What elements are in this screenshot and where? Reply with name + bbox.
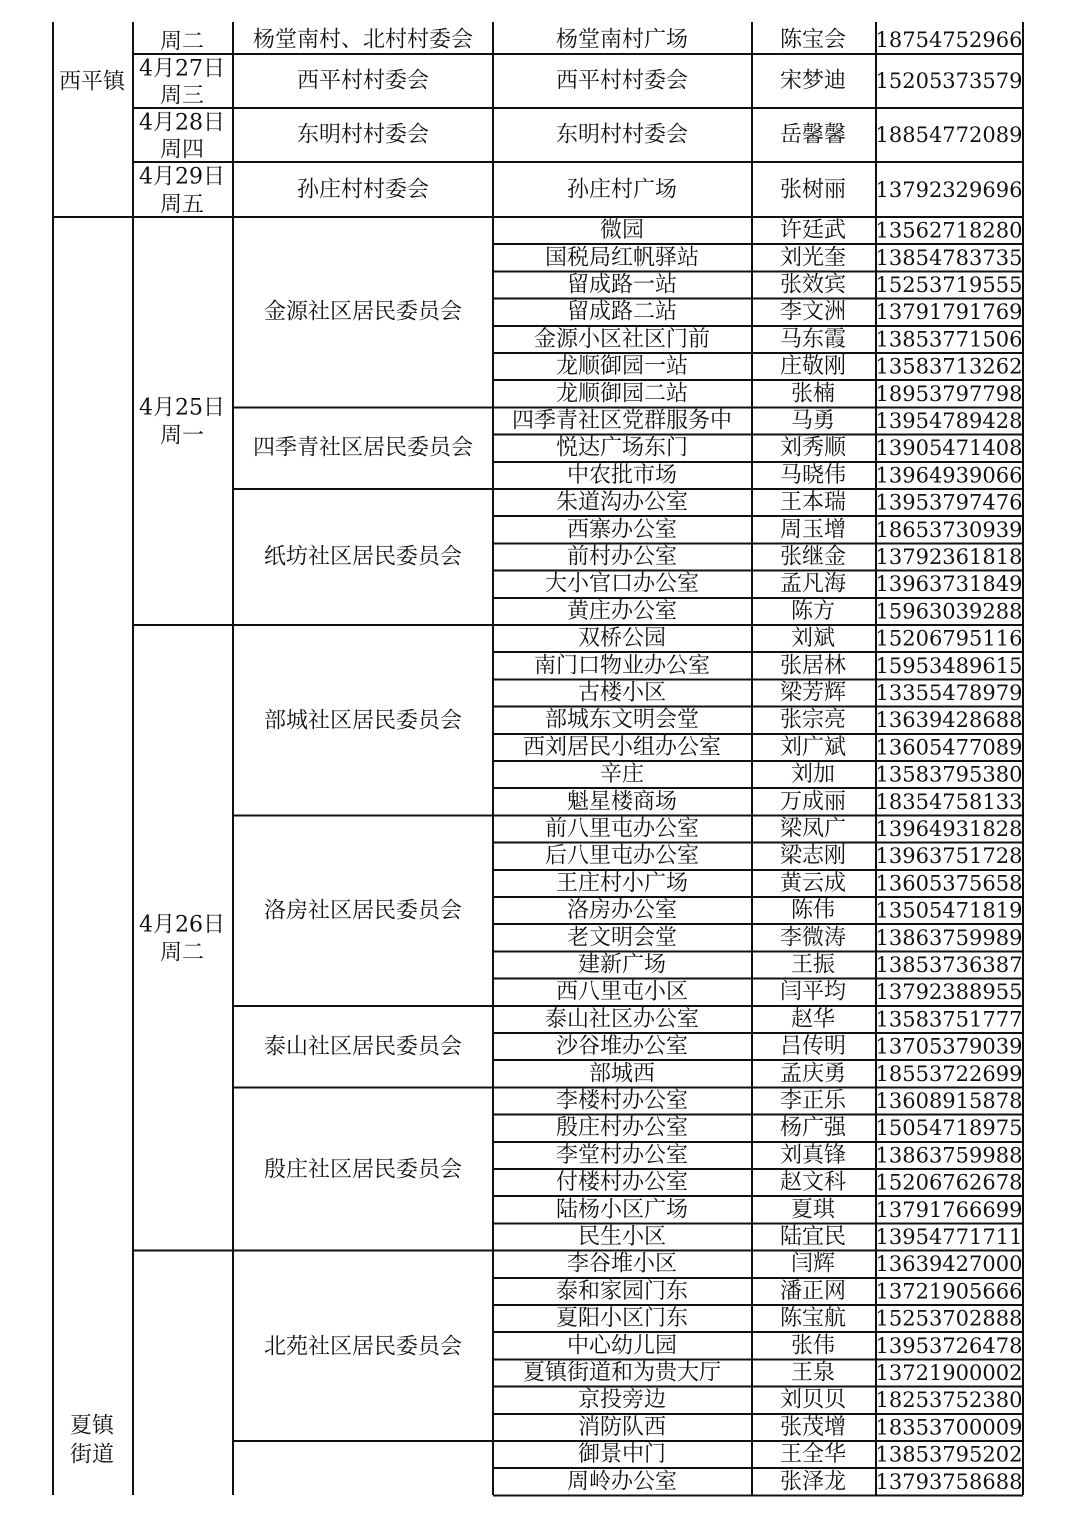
table-row xyxy=(578,626,1023,651)
town-name: 夏镇 xyxy=(69,1413,115,1439)
phone-cell: 15054718975 xyxy=(875,1116,1023,1141)
site-cell: 后八里屯办公室 xyxy=(544,843,700,869)
committee-cell: 孙庄村村委会 xyxy=(296,177,430,203)
phone-cell: 13853771506 xyxy=(875,327,1023,352)
contact-cell: 刘真锋 xyxy=(779,1142,847,1168)
table-row xyxy=(556,871,1023,896)
site-cell: 西平村村委会 xyxy=(555,68,689,94)
committee-cell: 金源社区居民委员会 xyxy=(263,299,463,325)
site-cell: 民生小区 xyxy=(577,1224,667,1250)
contact-cell: 马东霞 xyxy=(779,326,847,352)
site-cell: 国税局红帆驿站 xyxy=(544,245,700,271)
weekday-cell: 周三 xyxy=(159,83,205,109)
table-row xyxy=(578,1225,1023,1250)
table-row xyxy=(578,681,1023,706)
contact-cell: 周玉增 xyxy=(779,517,847,543)
date-cell: 4月26日 xyxy=(139,912,225,938)
site-cell: 夏阳小区门东 xyxy=(555,1306,689,1332)
site-cell: 南门口物业办公室 xyxy=(533,653,711,679)
site-cell: 王庄村小广场 xyxy=(555,870,689,896)
xiazhen-spanning-cells xyxy=(70,300,473,1468)
site-cell: 四季青社区党群服务中 xyxy=(511,408,733,434)
table-row xyxy=(567,1333,1023,1358)
site-cell: 大小官口办公室 xyxy=(544,571,700,597)
phone-cell: 13721905666 xyxy=(875,1279,1023,1304)
contact-cell: 梁芳辉 xyxy=(779,680,847,706)
phone-cell: 13791791769 xyxy=(875,300,1023,325)
site-cell: 京投旁边 xyxy=(577,1387,667,1413)
committee-cell: 西平村村委会 xyxy=(296,68,430,94)
table-row xyxy=(512,409,1023,434)
site-cell: 部城东文明会堂 xyxy=(544,707,700,733)
phone-cell: 18353700009 xyxy=(875,1415,1023,1440)
contact-cell: 王振 xyxy=(790,952,836,978)
phone-cell: 13905471408 xyxy=(875,436,1023,461)
phone-cell: 13639428688 xyxy=(875,708,1023,733)
phone-cell: 13963751728 xyxy=(875,844,1023,869)
contact-cell: 王泉 xyxy=(790,1360,836,1386)
table-row xyxy=(556,1089,1023,1114)
phone-cell: 13953797476 xyxy=(875,490,1023,515)
contact-cell: 闫辉 xyxy=(790,1251,836,1277)
phone-cell: 15206762678 xyxy=(875,1170,1023,1195)
site-cell: 东明村村委会 xyxy=(555,122,689,148)
contact-cell: 吕传明 xyxy=(779,1034,847,1060)
town-name: 西平镇 xyxy=(58,69,126,95)
contact-cell: 张宗亮 xyxy=(779,707,847,733)
contact-cell: 刘贝贝 xyxy=(779,1387,847,1413)
table-row xyxy=(545,572,1023,597)
site-cell: 孙庄村广场 xyxy=(566,177,678,203)
site-cell: 中心幼儿园 xyxy=(566,1333,678,1359)
table-row xyxy=(589,1061,1023,1086)
site-cell: 前村办公室 xyxy=(566,544,678,570)
site-cell: 建新广场 xyxy=(577,952,667,978)
site-cell: 中农批市场 xyxy=(566,462,678,488)
date-cell: 4月29日 xyxy=(139,164,225,190)
contact-cell: 万成丽 xyxy=(779,789,847,815)
town-name: 街道 xyxy=(69,1442,115,1468)
site-cell: 朱道沟办公室 xyxy=(555,490,689,516)
table-row xyxy=(556,1170,1023,1195)
phone-cell: 13853736387 xyxy=(875,953,1023,977)
contact-cell: 杨广强 xyxy=(779,1115,847,1141)
site-cell: 留成路一站 xyxy=(566,272,678,298)
site-cell: 周岭办公室 xyxy=(566,1469,678,1495)
committee-cell: 东明村村委会 xyxy=(296,122,430,148)
committee-cell: 四季青社区居民委员会 xyxy=(252,435,474,461)
table-row xyxy=(578,1388,1023,1413)
table-row xyxy=(523,735,1023,760)
committee-cell: 杨堂南村、北村村委会 xyxy=(252,27,474,53)
phone-cell: 13705379039 xyxy=(875,1034,1023,1059)
weekday-cell: 周四 xyxy=(159,137,205,163)
phone-cell: 13605375658 xyxy=(875,871,1023,896)
site-cell: 杨堂南村广场 xyxy=(555,27,689,53)
contact-cell: 黄云成 xyxy=(779,870,847,896)
site-cell: 李楼村办公室 xyxy=(555,1088,689,1114)
contact-cell: 张茂增 xyxy=(779,1414,847,1440)
site-cell: 西刘居民小组办公室 xyxy=(522,734,722,760)
phone-cell: 13792361818 xyxy=(875,545,1023,569)
contact-cell: 赵文科 xyxy=(779,1170,847,1196)
phone-cell: 13792388955 xyxy=(875,980,1023,1005)
committee-cell: 北苑社区居民委员会 xyxy=(263,1334,463,1360)
phone-cell: 18653730939 xyxy=(875,517,1023,542)
phone-cell: 18854772089 xyxy=(875,123,1023,147)
contact-cell: 张树丽 xyxy=(779,177,847,203)
contact-cell: 夏琪 xyxy=(790,1197,836,1223)
phone-cell: 18253752380 xyxy=(875,1388,1023,1413)
site-cell: 双桥公园 xyxy=(577,626,667,652)
weekday-cell: 周二 xyxy=(159,940,205,966)
table-row xyxy=(578,1442,1023,1467)
site-cell: 龙顺御园一站 xyxy=(555,354,689,380)
table-row xyxy=(523,1361,1023,1386)
table-row xyxy=(545,844,1023,869)
contact-cell: 岳馨馨 xyxy=(779,122,847,148)
contact-cell: 李正乐 xyxy=(779,1088,847,1114)
phone-cell: 13792329696 xyxy=(875,178,1023,202)
site-cell: 夏镇街道和为贵大厅 xyxy=(522,1360,722,1386)
phone-cell: 13853795202 xyxy=(875,1442,1023,1467)
phone-cell: 13721900002 xyxy=(875,1361,1023,1385)
table-row xyxy=(600,762,1023,787)
committee-cell: 纸坊社区居民委员会 xyxy=(263,544,463,570)
table-row xyxy=(545,817,1023,842)
phone-cell: 13562718280 xyxy=(875,218,1023,243)
site-cell: 魁星楼商场 xyxy=(566,789,678,815)
table-row xyxy=(567,1469,1023,1494)
weekday-cell: 周一 xyxy=(159,423,205,449)
contact-cell: 孟庆勇 xyxy=(779,1061,847,1087)
table-row xyxy=(567,925,1023,950)
contact-cell: 闫平均 xyxy=(779,979,847,1005)
phone-cell: 13583713262 xyxy=(875,354,1023,379)
table-row xyxy=(567,1252,1023,1277)
phone-cell: 13639427000 xyxy=(875,1252,1023,1277)
table-row xyxy=(556,980,1023,1005)
committee-cell: 泰山社区居民委员会 xyxy=(263,1034,463,1060)
site-cell: 消防队西 xyxy=(577,1414,667,1440)
phone-cell: 13355478979 xyxy=(875,681,1023,705)
site-cell: 西八里屯小区 xyxy=(555,979,689,1005)
committee-cell: 部城社区居民委员会 xyxy=(263,708,463,734)
site-cell: 泰山社区办公室 xyxy=(544,1006,700,1032)
contact-cell: 赵华 xyxy=(790,1006,836,1032)
table-row xyxy=(567,599,1023,624)
site-cell: 留成路二站 xyxy=(566,299,678,325)
contact-cell: 张居林 xyxy=(779,653,847,679)
phone-cell: 15205373579 xyxy=(875,69,1023,93)
contact-cell: 孟凡海 xyxy=(779,571,847,597)
phone-cell: 13854783735 xyxy=(875,245,1023,270)
phone-cell: 13963731849 xyxy=(875,572,1023,597)
date-cell: 4月28日 xyxy=(139,110,225,136)
table-row xyxy=(556,381,1023,406)
contact-cell: 陆宜民 xyxy=(779,1224,847,1250)
phone-cell: 13954771711 xyxy=(875,1225,1023,1249)
phone-cell: 13964931828 xyxy=(875,817,1023,841)
xiping-town-section xyxy=(59,28,1023,218)
site-cell: 辛庄 xyxy=(599,762,645,788)
table-rows xyxy=(512,218,1023,1494)
table-row xyxy=(556,1034,1023,1059)
table-row xyxy=(600,218,1023,243)
contact-cell: 刘加 xyxy=(790,762,836,788)
phone-cell: 13964939066 xyxy=(875,463,1023,488)
contact-cell: 陈伟 xyxy=(790,898,836,924)
contact-cell: 李微涛 xyxy=(779,925,847,951)
contact-cell: 李文洲 xyxy=(779,299,847,325)
site-cell: 悦达广场东门 xyxy=(555,435,689,461)
site-cell: 微园 xyxy=(599,218,645,244)
phone-cell: 13791766699 xyxy=(875,1197,1023,1222)
site-cell: 黄庄办公室 xyxy=(566,598,678,624)
contact-cell: 王全华 xyxy=(779,1442,847,1468)
table-row xyxy=(556,1279,1023,1304)
phone-cell: 13608915878 xyxy=(875,1089,1023,1113)
site-cell: 付楼村办公室 xyxy=(555,1170,689,1196)
contact-cell: 宋梦迪 xyxy=(779,68,847,94)
weekday-cell: 周五 xyxy=(159,192,205,218)
contact-cell: 张泽龙 xyxy=(779,1469,847,1495)
contact-cell: 刘斌 xyxy=(790,626,836,652)
site-cell: 西寨办公室 xyxy=(566,517,678,543)
table-row xyxy=(545,1007,1023,1032)
phone-cell: 18354758133 xyxy=(875,789,1023,814)
weekday-cell: 周二 xyxy=(159,29,205,55)
contact-cell: 张楠 xyxy=(790,381,836,407)
site-cell: 古楼小区 xyxy=(577,680,667,706)
table-row xyxy=(556,1116,1023,1141)
contact-cell: 张效宾 xyxy=(779,272,847,298)
table-row xyxy=(578,1415,1023,1440)
phone-cell: 13793758688 xyxy=(875,1469,1023,1494)
contact-cell: 陈方 xyxy=(790,598,836,624)
table-row xyxy=(567,789,1023,814)
table-row xyxy=(567,273,1023,298)
table-row xyxy=(567,463,1023,488)
contact-cell: 刘广斌 xyxy=(779,734,847,760)
site-cell: 老文明会堂 xyxy=(566,925,678,951)
table-row xyxy=(556,354,1023,379)
site-cell: 李谷堆小区 xyxy=(566,1251,678,1277)
site-cell: 御景中门 xyxy=(577,1442,667,1468)
contact-cell: 马勇 xyxy=(790,408,836,434)
contact-cell: 潘正网 xyxy=(779,1278,847,1304)
phone-cell: 13505471819 xyxy=(875,898,1023,923)
phone-cell: 13583751777 xyxy=(875,1007,1023,1032)
site-cell: 龙顺御园二站 xyxy=(555,381,689,407)
phone-cell: 15953489615 xyxy=(875,653,1023,678)
table-row xyxy=(556,1197,1023,1222)
contact-cell: 刘光奎 xyxy=(779,245,847,271)
site-cell: 殷庄村办公室 xyxy=(555,1115,689,1141)
table-row xyxy=(578,953,1023,978)
phone-cell: 18953797798 xyxy=(875,381,1023,406)
contact-cell: 梁凤广 xyxy=(779,816,847,842)
table-row xyxy=(534,327,1023,352)
contact-cell: 梁志刚 xyxy=(779,843,847,869)
table-row xyxy=(567,545,1023,570)
phone-cell: 13954789428 xyxy=(875,409,1023,433)
phone-cell: 15206795116 xyxy=(875,626,1023,651)
table-row xyxy=(556,1143,1023,1168)
phone-cell: 13605477089 xyxy=(875,735,1023,760)
contact-cell: 刘秀顺 xyxy=(779,435,847,461)
contact-cell: 张伟 xyxy=(790,1333,836,1359)
site-cell: 金源小区社区门前 xyxy=(533,326,711,352)
date-cell: 4月25日 xyxy=(139,395,225,421)
date-cell: 4月27日 xyxy=(139,56,225,82)
contact-cell: 张继金 xyxy=(779,544,847,570)
site-cell: 泰和家园门东 xyxy=(555,1278,689,1304)
phone-cell: 13583795380 xyxy=(875,762,1023,787)
contact-cell: 王本瑞 xyxy=(779,490,847,516)
phone-cell: 18754752966 xyxy=(875,28,1023,52)
table-row xyxy=(534,653,1023,678)
contact-cell: 庄敬刚 xyxy=(779,354,847,380)
phone-cell: 13863759989 xyxy=(875,925,1023,950)
phone-cell: 15253702888 xyxy=(875,1306,1023,1331)
phone-cell: 18553722699 xyxy=(875,1061,1023,1086)
contact-cell: 陈宝会 xyxy=(779,27,847,53)
phone-cell: 13863759988 xyxy=(875,1143,1023,1168)
table-row xyxy=(556,436,1023,461)
table-row xyxy=(567,300,1023,325)
committee-cell: 殷庄社区居民委员会 xyxy=(263,1157,463,1183)
contact-cell: 马晓伟 xyxy=(779,462,847,488)
table-row xyxy=(545,708,1023,733)
phone-cell: 13953726478 xyxy=(875,1333,1023,1358)
phone-cell: 15253719555 xyxy=(875,273,1023,297)
table-row xyxy=(545,245,1023,270)
committee-cell: 洛房社区居民委员会 xyxy=(263,898,463,924)
site-cell: 前八里屯办公室 xyxy=(544,816,700,842)
table-row xyxy=(567,517,1023,542)
table-row xyxy=(556,490,1023,515)
site-cell: 部城西 xyxy=(588,1061,656,1087)
table-row xyxy=(556,1306,1023,1331)
site-cell: 沙谷堆办公室 xyxy=(555,1034,689,1060)
site-cell: 李堂村办公室 xyxy=(555,1142,689,1168)
site-cell: 洛房办公室 xyxy=(566,898,678,924)
phone-cell: 15963039288 xyxy=(875,599,1023,624)
contact-cell: 陈宝航 xyxy=(779,1306,847,1332)
table-row xyxy=(567,898,1023,923)
contact-cell: 许廷武 xyxy=(779,218,847,244)
site-cell: 陆杨小区广场 xyxy=(555,1197,689,1223)
